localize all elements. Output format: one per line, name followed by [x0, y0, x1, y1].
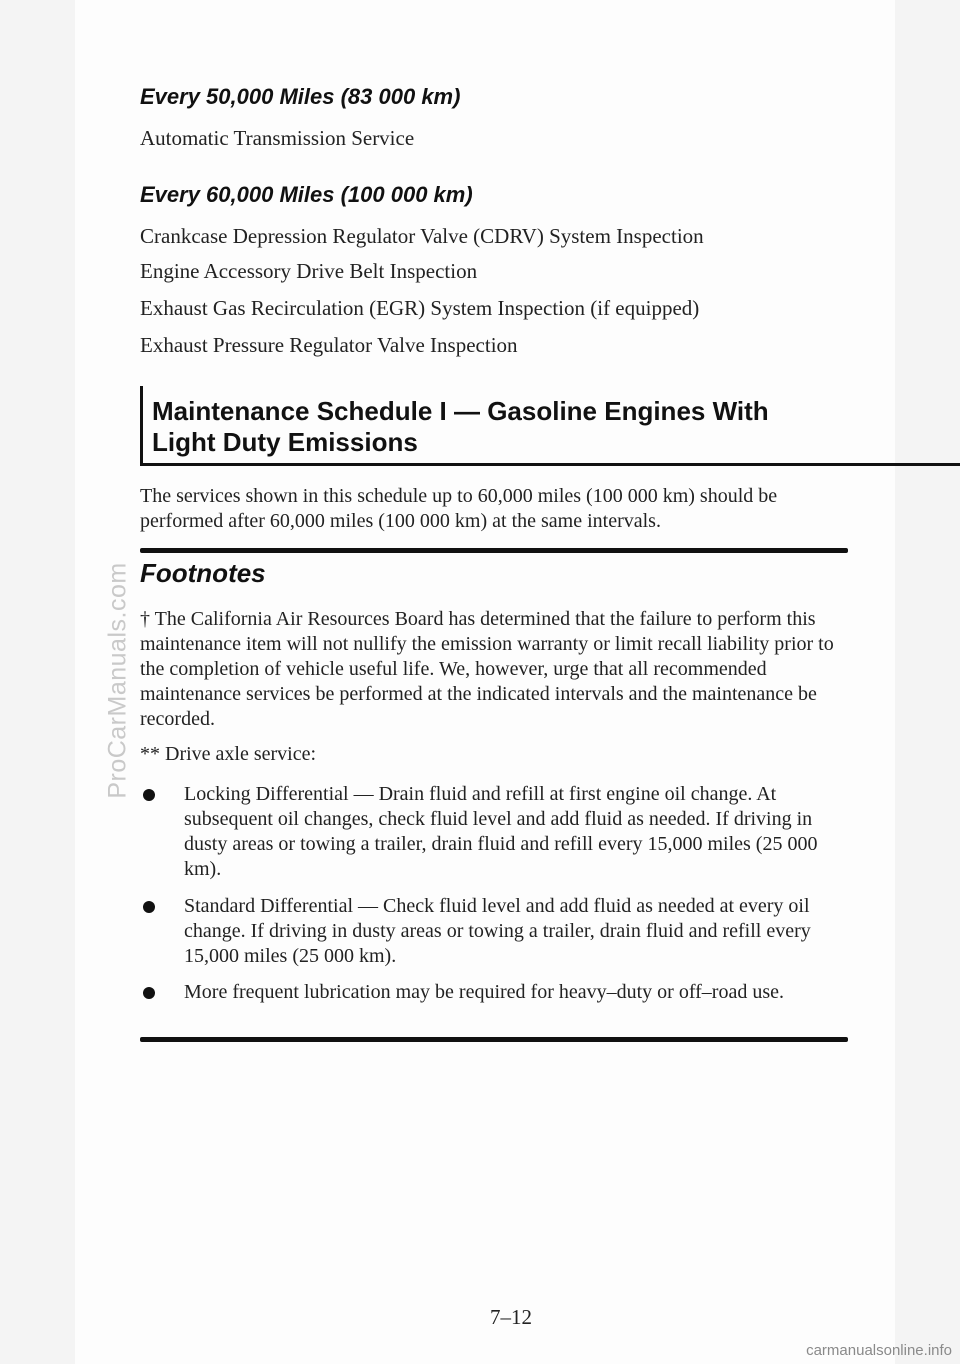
footnotes-title: Footnotes	[140, 558, 266, 588]
item-60k-1: Crankcase Depression Regulator Valve (CDRV) System Inspection	[140, 224, 704, 248]
item-50k-1: Automatic Transmission Service	[140, 126, 415, 150]
dagger-footnote: † The California Air Resources Board has determined that the failure to perform this maintenance item will not nullify the emission warranty or limit recall liability prior to the completion of vehicle useful life. We, however, urge that all recommended maintenance services be performed at the indicated intervals and the maintenance be recorded.	[140, 608, 834, 730]
item-60k-4: Exhaust Pressure Regulator Valve Inspection	[140, 333, 518, 357]
schedule-title-line1: Maintenance Schedule I — Gasoline Engines With	[152, 396, 769, 426]
schedule-intro: The services shown in this schedule up to 60,000 miles (100 000 km) should be performed after 60,000 miles (100 000 km) at the same intervals.	[140, 485, 778, 532]
schedule-title-line2: Light Duty Emissions	[152, 427, 418, 457]
divider-top	[140, 548, 848, 553]
divider-bottom	[140, 1037, 848, 1042]
footer-url: carmanualsonline.info	[806, 1342, 952, 1359]
heading-50k: Every 50,000 Miles (83 000 km)	[140, 84, 461, 109]
bullet-dot	[143, 987, 155, 999]
schedule-title-box	[140, 386, 960, 466]
drive-axle-label: ** Drive axle service:	[140, 743, 317, 765]
bullet-dot	[143, 901, 155, 913]
bullet-dot	[143, 789, 155, 801]
watermark	[98, 350, 138, 1010]
bullet-text: More frequent lubrication may be required for heavy–duty or off–road use.	[184, 981, 784, 1003]
watermark-text: ProCarManuals.com	[103, 561, 132, 799]
heading-60k: Every 60,000 Miles (100 000 km)	[140, 182, 473, 207]
bullet-text: Locking Differential — Drain fluid and refill at first engine oil change. At subsequent oil changes, check fluid level and add fluid as needed. If driving in dusty areas or towing a trailer, drain fluid and refill every 15,000 miles (25 000 km).	[184, 783, 818, 880]
page-number: 7–12	[490, 1305, 532, 1329]
bullet-text: Standard Differential — Check fluid level and add fluid as needed at every oil change. If driving in dusty areas or towing a trailer, drain fluid and refill every 15,000 miles (25 000 km).	[184, 895, 811, 967]
item-60k-3: Exhaust Gas Recirculation (EGR) System Inspection (if equipped)	[140, 296, 700, 320]
item-60k-2: Engine Accessory Drive Belt Inspection	[140, 259, 478, 283]
